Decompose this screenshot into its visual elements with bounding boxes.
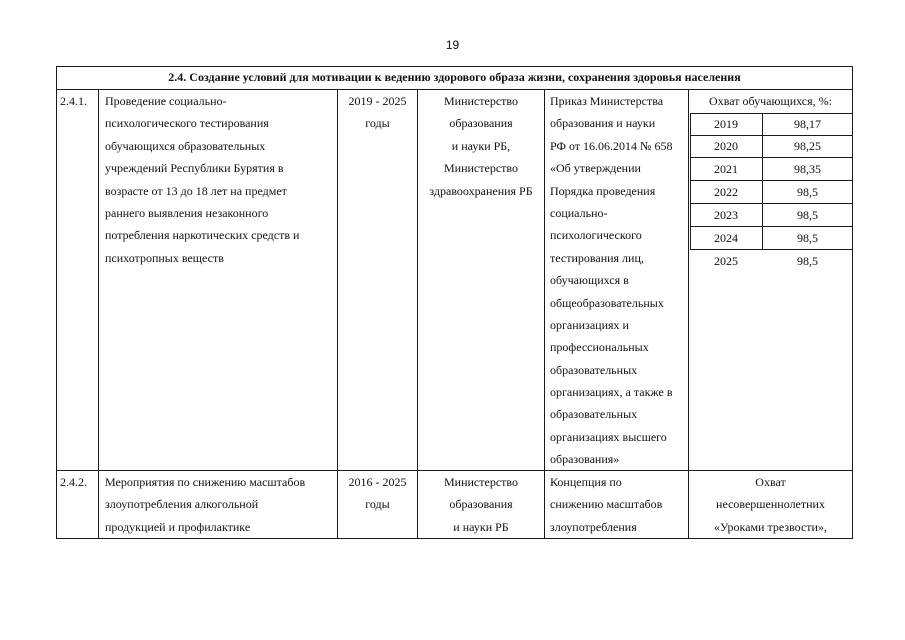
indicator-year: 2021 [714,162,738,176]
indicator-value: 98,17 [794,117,821,131]
indicator-value: 98,5 [797,231,818,245]
section-title: 2.4. Создание условий для мотивации к ведению здорового образа жизни, сохранения здоровья населения [168,70,741,84]
document-text: Концепция по снижению масштабов злоупотребления [550,475,663,534]
row-number: 2.4.1. [60,94,87,108]
measure-text: Мероприятия по снижению масштабов злоупотребления алкогольной продукцией и профилактике [105,475,306,534]
period-text: 2019 - 2025 годы [348,94,407,131]
document-text: Приказ Министерства образования и науки РФ от 16.06.2014 № 658 «Об утверждении Порядка проведения социально- психологического тестирования лиц, обучающихся в общеобразовательных организациях и профессиональных образовательных организациях, а также в образовательных организациях высшего образования» [550,94,673,467]
executor-text: Министерство образования и науки РБ, Министерство здравоохранения РБ [429,94,533,198]
indicator-value: 98,5 [797,254,818,268]
indicator-value: 98,5 [797,208,818,222]
page-number: 19 [445,38,460,52]
row-number: 2.4.2. [60,475,87,489]
indicator-year: 2019 [714,117,738,131]
indicator-year: 2022 [714,185,738,199]
indicator-year: 2020 [714,139,738,153]
indicator-text: Охват несовершеннолетних «Уроками трезвости», [714,475,827,534]
indicator-value: 98,25 [794,139,821,153]
indicator-value: 98,5 [797,185,818,199]
indicator-year: 2024 [714,231,738,245]
measure-text: Проведение социально- психологического тестирования обучающихся образовательных учреждений Республики Бурятия в возрасте от 13 до 18 лет на предмет раннего выявления незаконного потребления наркотических средств и психотропных веществ [105,94,300,265]
indicator-title: Охват обучающихся, %: [709,94,832,108]
indicator-year: 2025 [714,254,738,268]
period-text: 2016 - 2025 годы [348,475,407,512]
indicator-year: 2023 [714,208,738,222]
indicator-value: 98,35 [794,162,821,176]
executor-text: Министерство образования и науки РБ [444,475,518,534]
